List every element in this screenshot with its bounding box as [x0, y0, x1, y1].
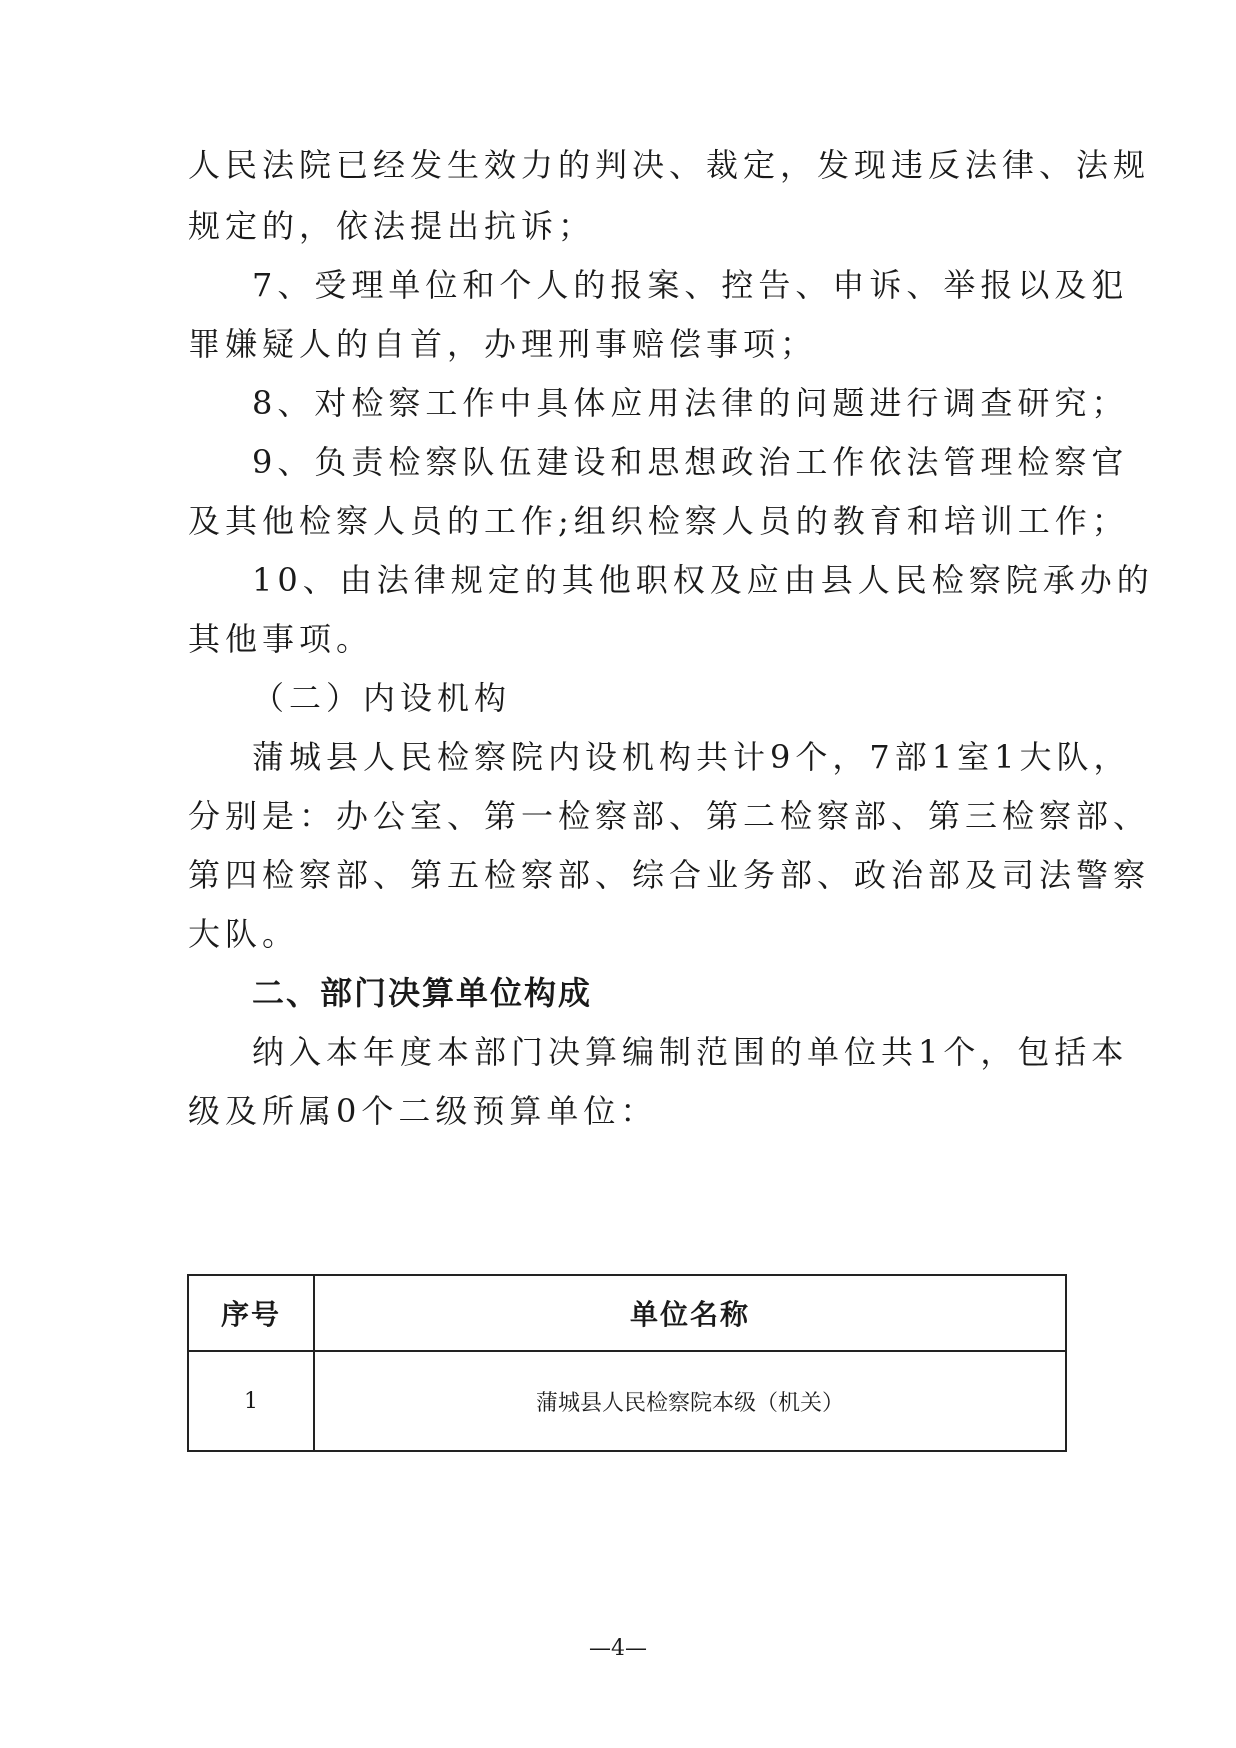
- column-header-unit-name: 单位名称: [314, 1275, 1066, 1351]
- table-cell-unit-name: 蒲城县人民检察院本级（机关）: [314, 1351, 1066, 1451]
- column-header-index: 序号: [188, 1275, 314, 1351]
- paragraph-line: 规定的，依法提出抗诉；: [188, 207, 596, 245]
- paragraph-line: 8、对检察工作中具体应用法律的问题进行调查研究；: [252, 384, 1129, 422]
- paragraph-line: 蒲城县人民检察院内设机构共计9个，7部1室1大队，: [252, 738, 1131, 776]
- paragraph-line: 大队。: [188, 915, 300, 953]
- paragraph-line: 其他事项。: [188, 620, 374, 658]
- paragraph-line: 9、负责检察队伍建设和思想政治工作依法管理检察官: [252, 443, 1129, 481]
- section-heading: 二、部门决算单位构成: [252, 974, 593, 1012]
- paragraph-line: 级及所属0个二级预算单位：: [188, 1092, 658, 1130]
- table-header-row: [188, 1275, 1066, 1351]
- paragraph-line: 及其他检察人员的工作;组织检察人员的教育和培训工作；: [188, 502, 1129, 540]
- paragraph-line: 罪嫌疑人的自首，办理刑事赔偿事项；: [188, 325, 818, 363]
- paragraph-line: 10、由法律规定的其他职权及应由县人民检察院承办的: [252, 561, 1154, 599]
- paragraph-line: 人民法院已经发生效力的判决、裁定，发现违反法律、法规: [188, 146, 1151, 184]
- paragraph-line: 纳入本年度本部门决算编制范围的单位共1个，包括本: [252, 1033, 1129, 1071]
- paragraph-line: 7、受理单位和个人的报案、控告、申诉、举报以及犯: [252, 266, 1129, 304]
- page-number: —4—: [589, 1636, 647, 1661]
- paragraph-line: 分别是：办公室、第一检察部、第二检察部、第三检察部、: [188, 797, 1151, 835]
- table-cell-index: 1: [188, 1351, 314, 1451]
- paragraph-line: 第四检察部、第五检察部、综合业务部、政治部及司法警察: [188, 856, 1151, 894]
- unit-table: [187, 1274, 1067, 1452]
- table-row: [188, 1351, 1066, 1451]
- section-subheading: （二）内设机构: [252, 679, 512, 717]
